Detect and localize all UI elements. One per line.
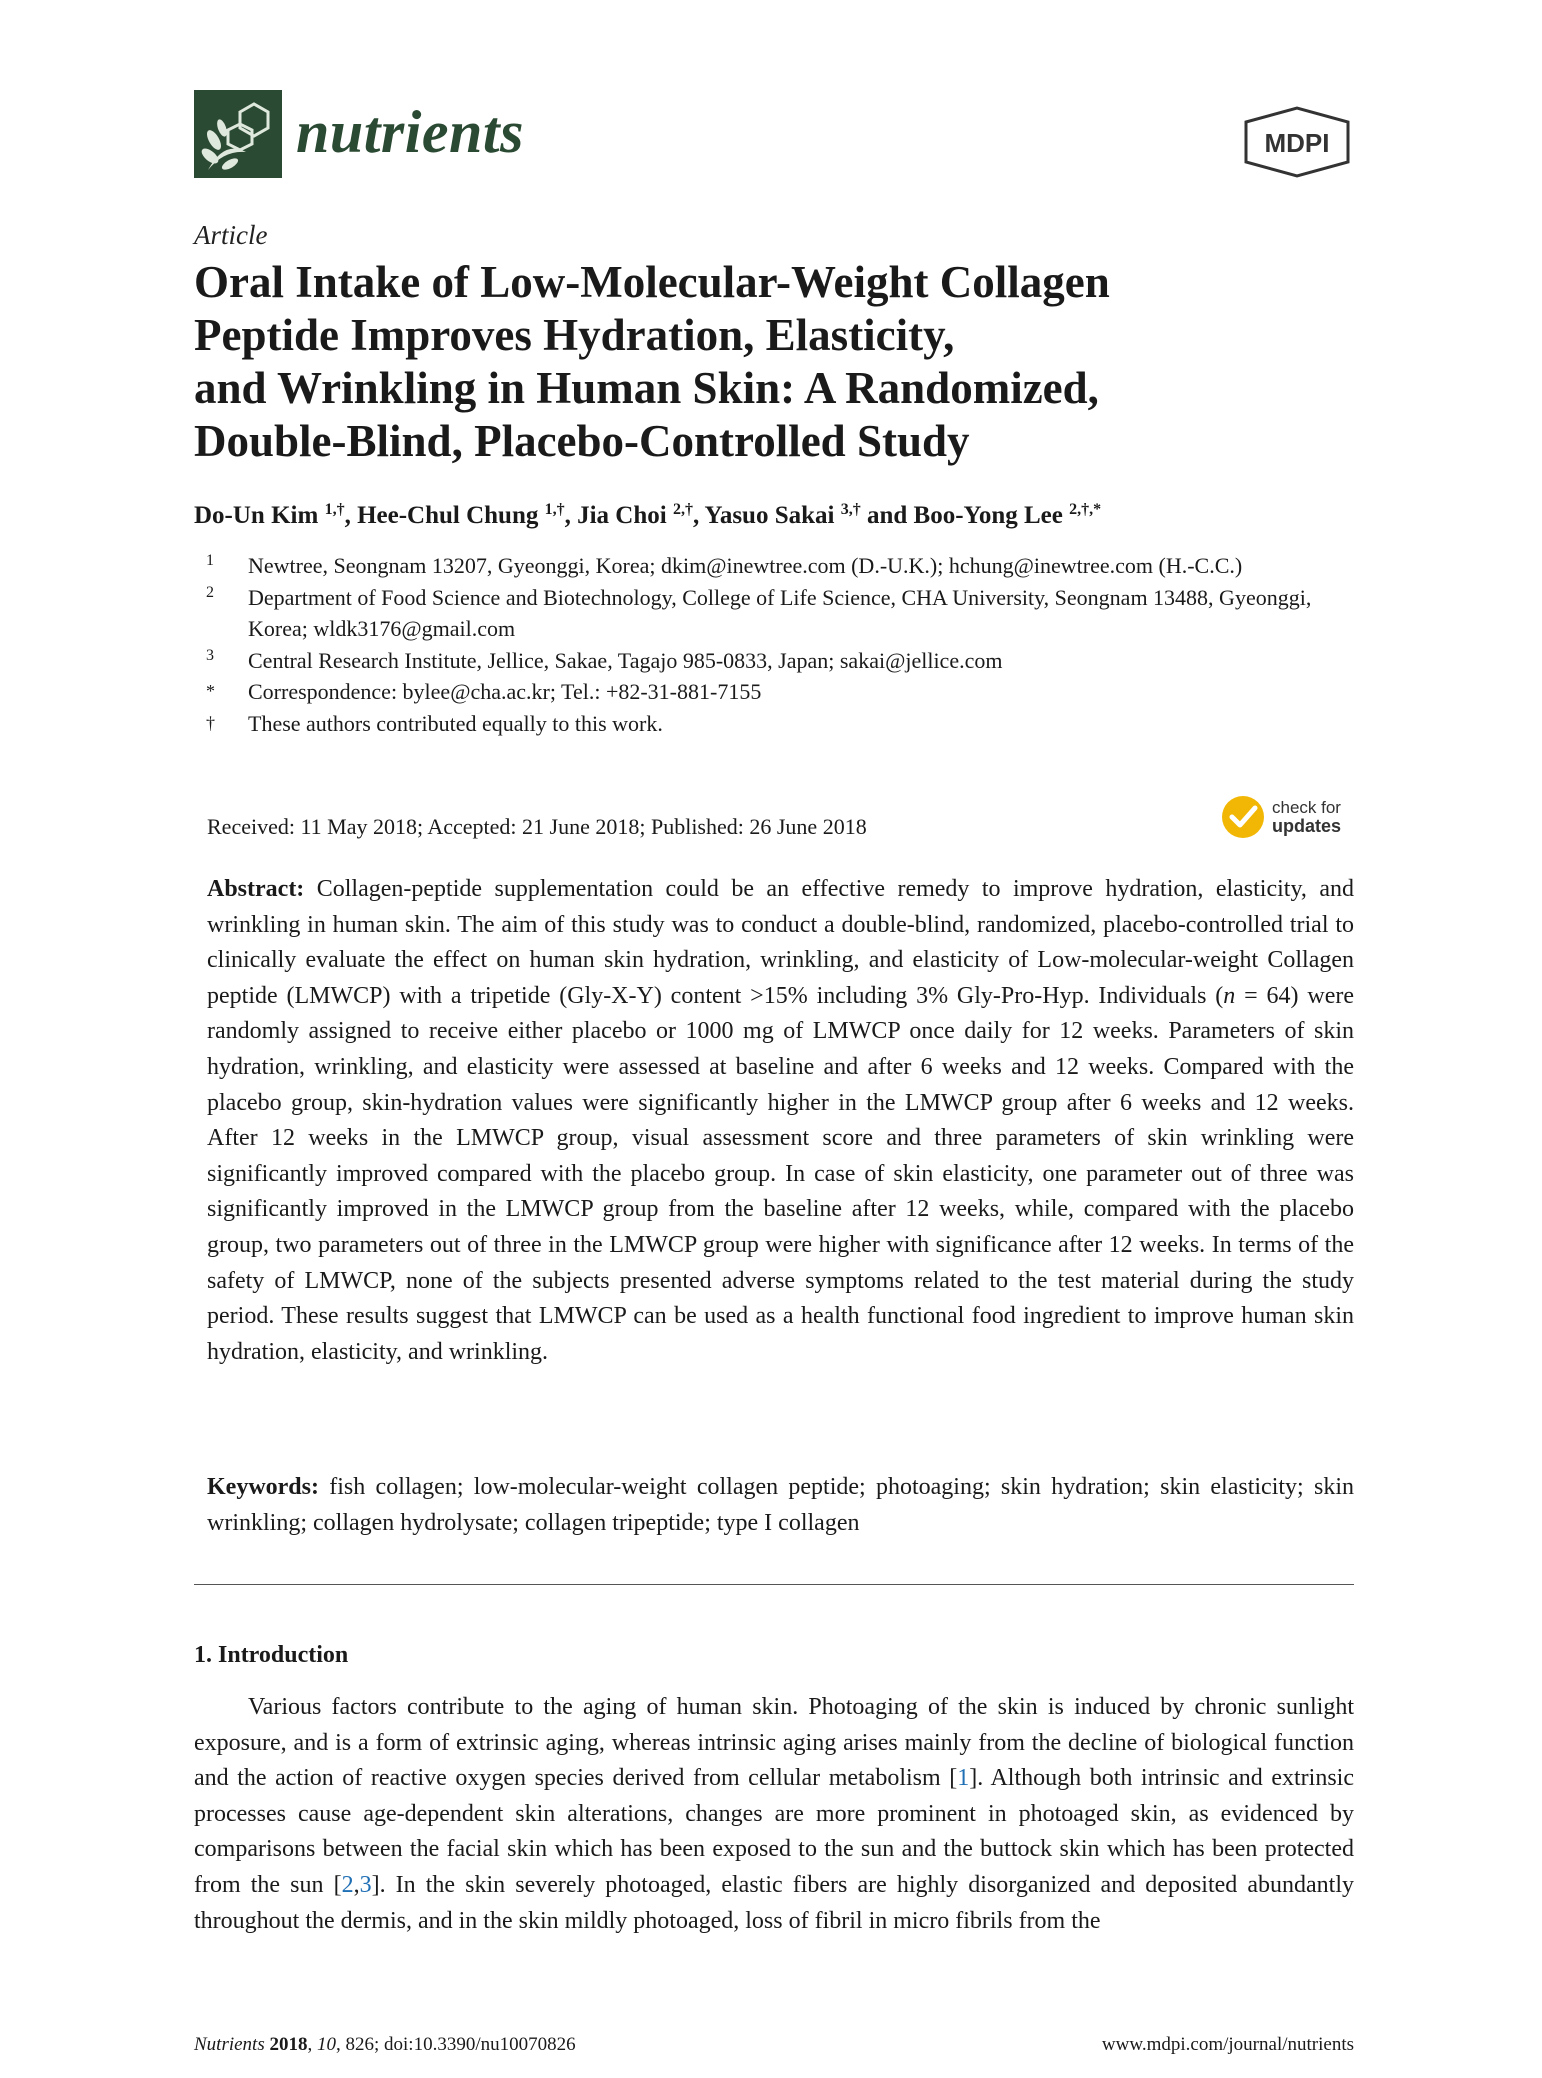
abstract-text: Collagen-peptide supplementation could be an effective remedy to improve hydration, elasticity, and wrinkling in human skin. The aim of this study was to conduct a double-blind, randomized, placebo-controlled trial to clinically evaluate the effect on human skin hydration, wrinkling, and elasticity of Low-molecular-weight Collagen peptide (LMWCP) with a tripetide (Gly-X-Y) content >15% including 3% Gly-Pro-Hyp. Individuals (	[207, 876, 1354, 1009]
title-line: Oral Intake of Low-Molecular-Weight Collagen	[194, 257, 1110, 307]
correspondence-mark: *	[206, 681, 215, 701]
author-affiliation-mark: 2,†	[672, 501, 693, 518]
affiliation-mark: 3	[206, 646, 214, 664]
footer-doi: , 826; doi:10.3390/nu10070826	[335, 2034, 576, 2055]
affiliation-mark: 1	[206, 552, 214, 569]
footer-volume: 10	[316, 2034, 336, 2055]
affiliation-list	[194, 550, 1354, 739]
affiliation-item	[194, 708, 1354, 740]
equal-contribution-text: These authors contributed equally to this work.	[248, 710, 663, 736]
journal-name: nutrients	[296, 99, 524, 165]
check-mark-icon	[1220, 794, 1266, 840]
affiliation-item	[194, 550, 1354, 582]
author-affiliation-mark: 3,†	[840, 501, 861, 518]
intro-text: ]. Although both intrinsic and extrinsic processes cause age-dependent skin alterations, changes are more prominent in photoaged skin, as evidenced by comparisons between the facial skin which has been exposed to the sun and the buttock skin which has been protected from the sun [	[194, 1765, 1354, 1898]
abstract-label: Abstract:	[207, 876, 305, 902]
author-affiliation-mark: 1,†	[544, 501, 565, 518]
intro-text: ]. In the skin severely photoaged, elastic fibers are highly disorganized and deposited abundantly throughout the dermis, and in the skin mildly photoaged, loss of fibril in micro fibrils from the	[194, 1871, 1354, 1934]
citation-link[interactable]: 1	[957, 1765, 970, 1792]
affiliation-item	[194, 676, 1354, 708]
title-line: Double-Blind, Placebo-Controlled Study	[194, 416, 970, 466]
author-list	[194, 502, 1101, 530]
title-line: and Wrinkling in Human Skin: A Randomized,	[194, 363, 1099, 413]
journal-logo-icon	[194, 90, 282, 178]
affiliation-text: Central Research Institute, Jellice, Sakae, Tagajo 985-0833, Japan; sakai@jellice.com	[248, 647, 1003, 673]
affiliation-text: Newtree, Seongnam 13207, Gyeonggi, Korea; dkim@inewtree.com (D.-U.K.); hchung@inewtree.com (H.-C.C.)	[248, 553, 1243, 578]
abstract-n-symbol: n	[1223, 982, 1236, 1009]
title-line: Peptide Improves Hydration, Elasticity,	[194, 310, 955, 360]
citation-link[interactable]: 3	[359, 1871, 372, 1898]
abstract-text: = 64) were randomly assigned to receive either placebo or 1000 mg of LMWCP once daily for 12 weeks. Parameters of skin hydration, wrinkling, and elasticity were assessed at baseline and after 6 weeks and 12 weeks. Compared with the placebo group, skin-hydration values were significantly higher in the LMWCP group after 6 weeks and 12 weeks. After 12 weeks in the LMWCP group, visual assessment score and three parameters of skin wrinkling were significantly improved compared with the placebo group. In case of skin elasticity, one parameter out of three was significantly improved in the LMWCP group from the baseline after 12 weeks, while, compared with the placebo group, two parameters out of three in the LMWCP group were higher with significance after 12 weeks. In terms of the safety of LMWCP, none of the subjects presented adverse symptoms related to the test material during the study period. These results suggest that LMWCP can be used as a health functional food ingredient to improve human skin hydration, elasticity, and wrinkling.	[207, 982, 1355, 1365]
keywords-label: Keywords:	[207, 1474, 319, 1500]
author-name[interactable]: Boo-Yong Lee	[913, 502, 1063, 529]
author-affiliation-mark: 1,†	[324, 501, 345, 518]
keywords	[207, 1470, 1354, 1541]
publication-dates: Received: 11 May 2018; Accepted: 21 June 2018; Published: 26 June 2018	[207, 814, 867, 839]
introduction-paragraph	[194, 1690, 1354, 1939]
author-separator: ,	[564, 502, 578, 529]
check-badge-line2: updates	[1272, 816, 1342, 836]
affiliation-item	[194, 582, 1354, 645]
footer-journal-url[interactable]: www.mdpi.com/journal/nutrients	[1101, 2034, 1354, 2055]
affiliation-mark: 2	[206, 583, 214, 601]
intro-text: Various factors contribute to the aging of human skin. Photoaging of the skin is induced by chronic sunlight exposure, and is a form of extrinsic aging, whereas intrinsic aging arises mainly from the decline of biological function and the action of reactive oxygen species derived from cellular metabolism [	[194, 1694, 1354, 1792]
correspondence-text: Correspondence: bylee@cha.ac.kr; Tel.: +82-31-881-7155	[248, 679, 762, 704]
mdpi-logo[interactable]	[1238, 104, 1356, 180]
citation-link[interactable]: 2	[341, 1871, 354, 1898]
author-name[interactable]: Hee-Chul Chung	[357, 502, 539, 529]
footer-year: 2018	[269, 2034, 308, 2055]
author-separator: ,	[692, 502, 705, 529]
section-heading: 1. Introduction	[194, 1642, 349, 1668]
abstract	[207, 872, 1354, 1370]
author-name[interactable]: Do-Un Kim	[194, 502, 319, 529]
intro-text: ,	[353, 1871, 360, 1898]
article-title	[194, 256, 1374, 468]
author-name[interactable]: Yasuo Sakai	[704, 502, 835, 529]
check-badge-line1: check for	[1272, 798, 1341, 817]
keywords-text: fish collagen; low-molecular-weight collagen peptide; photoaging; skin hydration; skin elasticity; skin wrinkling; collagen hydrolysate; collagen tripeptide; type I collagen	[207, 1474, 1354, 1536]
author-separator: ,	[344, 502, 358, 529]
section-divider	[194, 1584, 1354, 1585]
footer-journal: Nutrients	[194, 2034, 265, 2055]
mdpi-logo-text: MDPI	[1264, 128, 1330, 158]
affiliation-item	[194, 645, 1354, 677]
author-affiliation-mark: 2,†,*	[1069, 501, 1102, 518]
equal-contribution-mark: †	[206, 712, 215, 733]
check-for-updates-button[interactable]	[1220, 792, 1360, 842]
author-name[interactable]: Jia Choi	[577, 502, 667, 529]
article-type: Article	[194, 220, 268, 250]
affiliation-text: Department of Food Science and Biotechnology, College of Life Science, CHA University, Seongnam 13488, Gyeonggi, Korea; wldk3176@gmail.com	[248, 584, 1312, 641]
footer-citation: Nutrients 2018, 10, 826; doi:10.3390/nu10070826	[194, 2034, 576, 2055]
author-separator: and	[860, 502, 914, 529]
